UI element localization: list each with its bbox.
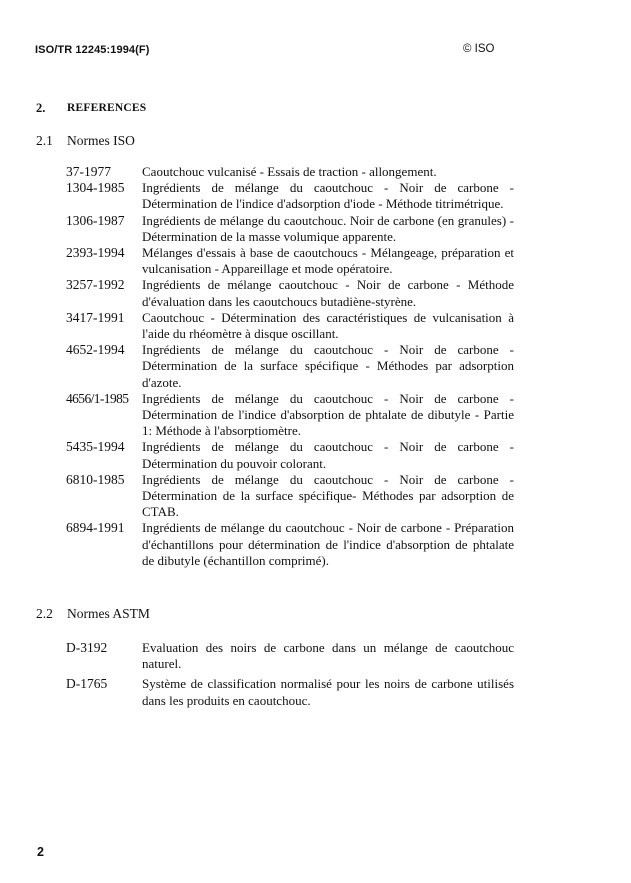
reference-entry: [66, 439, 516, 471]
reference-code: 5435-1994: [66, 439, 125, 455]
reference-entry: [66, 277, 516, 309]
reference-title: Ingrédients de mélange du caoutchouc - Noir de carbone - Détermination de la surface spécifique - Méthodes par adsorption d'azote.: [142, 342, 514, 390]
subsection-astm-title: Normes ASTM: [67, 606, 150, 621]
reference-entry: [66, 213, 516, 245]
reference-code: D-3192: [66, 640, 108, 655]
page-number: 2: [37, 845, 44, 859]
astm-references-list: [66, 640, 516, 709]
reference-code: 4652-1994: [66, 342, 125, 358]
reference-title: Caoutchouc - Détermination des caractéristiques de vulcanisation à l'aide du rhéomètre à disque oscillant.: [142, 309, 514, 342]
reference-code: 6810-1985: [66, 471, 125, 487]
reference-title: Caoutchouc vulcanisé - Essais de traction - allongement.: [142, 164, 437, 179]
reference-title: Système de classification normalisé pour les noirs de carbone utilisés dans les produits en caoutchouc.: [142, 676, 514, 708]
copyright-notice: © ISO: [463, 43, 495, 55]
reference-entry: [66, 164, 516, 180]
reference-title: Ingrédients de mélange du caoutchouc - Noir de carbone - Détermination de l'indice d'absorption de phtalate de dibutyle - Partie 1: Méthode à l'absorptiomètre.: [142, 390, 514, 439]
iso-references-list: [66, 164, 516, 569]
reference-title: Evaluation des noirs de carbone dans un mélange de caoutchouc naturel.: [142, 640, 514, 672]
reference-code: 1306-1987: [66, 212, 125, 228]
reference-title: Ingrédients de mélange du caoutchouc - Noir de carbone - Détermination du pouvoir colorant.: [142, 439, 514, 471]
reference-title: Ingrédients de mélange du caoutchouc - Noir de carbone - Préparation d'échantillons pour détermination de l'indice d'absorption de phtalate de dibutyle (échantillon comprimé).: [142, 520, 514, 568]
reference-entry: [66, 310, 516, 342]
reference-code: 3417-1991: [66, 309, 125, 325]
subsection-astm-number: 2.2: [36, 606, 53, 621]
section-number: 2.: [36, 101, 46, 115]
document-id: ISO/TR 12245:1994(F): [35, 44, 150, 56]
reference-entry: [66, 245, 516, 277]
reference-title: Ingrédients de mélange du caoutchouc - Noir de carbone - Détermination de l'indice d'adsorption d'iode - Méthode titrimétrique.: [142, 180, 514, 212]
reference-entry: [66, 342, 516, 391]
subsection-iso-number: 2.1: [36, 133, 53, 148]
reference-title: Ingrédients de mélange du caoutchouc - Noir de carbone - Détermination de la surface spécifique- Méthodes par adsorption de CTAB.: [142, 471, 514, 520]
reference-code: 4656/1-1985: [66, 390, 129, 406]
reference-code: 1304-1985: [66, 180, 125, 196]
reference-title: Ingrédients de mélange du caoutchouc. Noir de carbone (en granules) - Détermination de la masse volumique apparente.: [142, 212, 514, 244]
reference-code: 6894-1991: [66, 520, 125, 536]
reference-entry: [66, 472, 516, 521]
reference-code: 2393-1994: [66, 245, 125, 261]
reference-entry: [66, 640, 516, 672]
section-title: REFERENCES: [67, 102, 147, 114]
reference-entry: [66, 391, 516, 440]
reference-entry: [66, 520, 516, 569]
reference-code: 37-1977: [66, 164, 111, 179]
reference-entry: [66, 676, 516, 708]
subsection-iso-title: Normes ISO: [67, 133, 135, 148]
reference-title: Ingrédients de mélange caoutchouc - Noir de carbone - Méthode d'évaluation dans les caoutchoucs butadiène-styrène.: [142, 277, 514, 309]
reference-title: Mélanges d'essais à base de caoutchoucs - Mélangeage, préparation et vulcanisation - Appareillage et mode opératoire.: [142, 245, 514, 277]
reference-code: 3257-1992: [66, 277, 125, 293]
reference-entry: [66, 180, 516, 212]
reference-code: D-1765: [66, 676, 108, 692]
